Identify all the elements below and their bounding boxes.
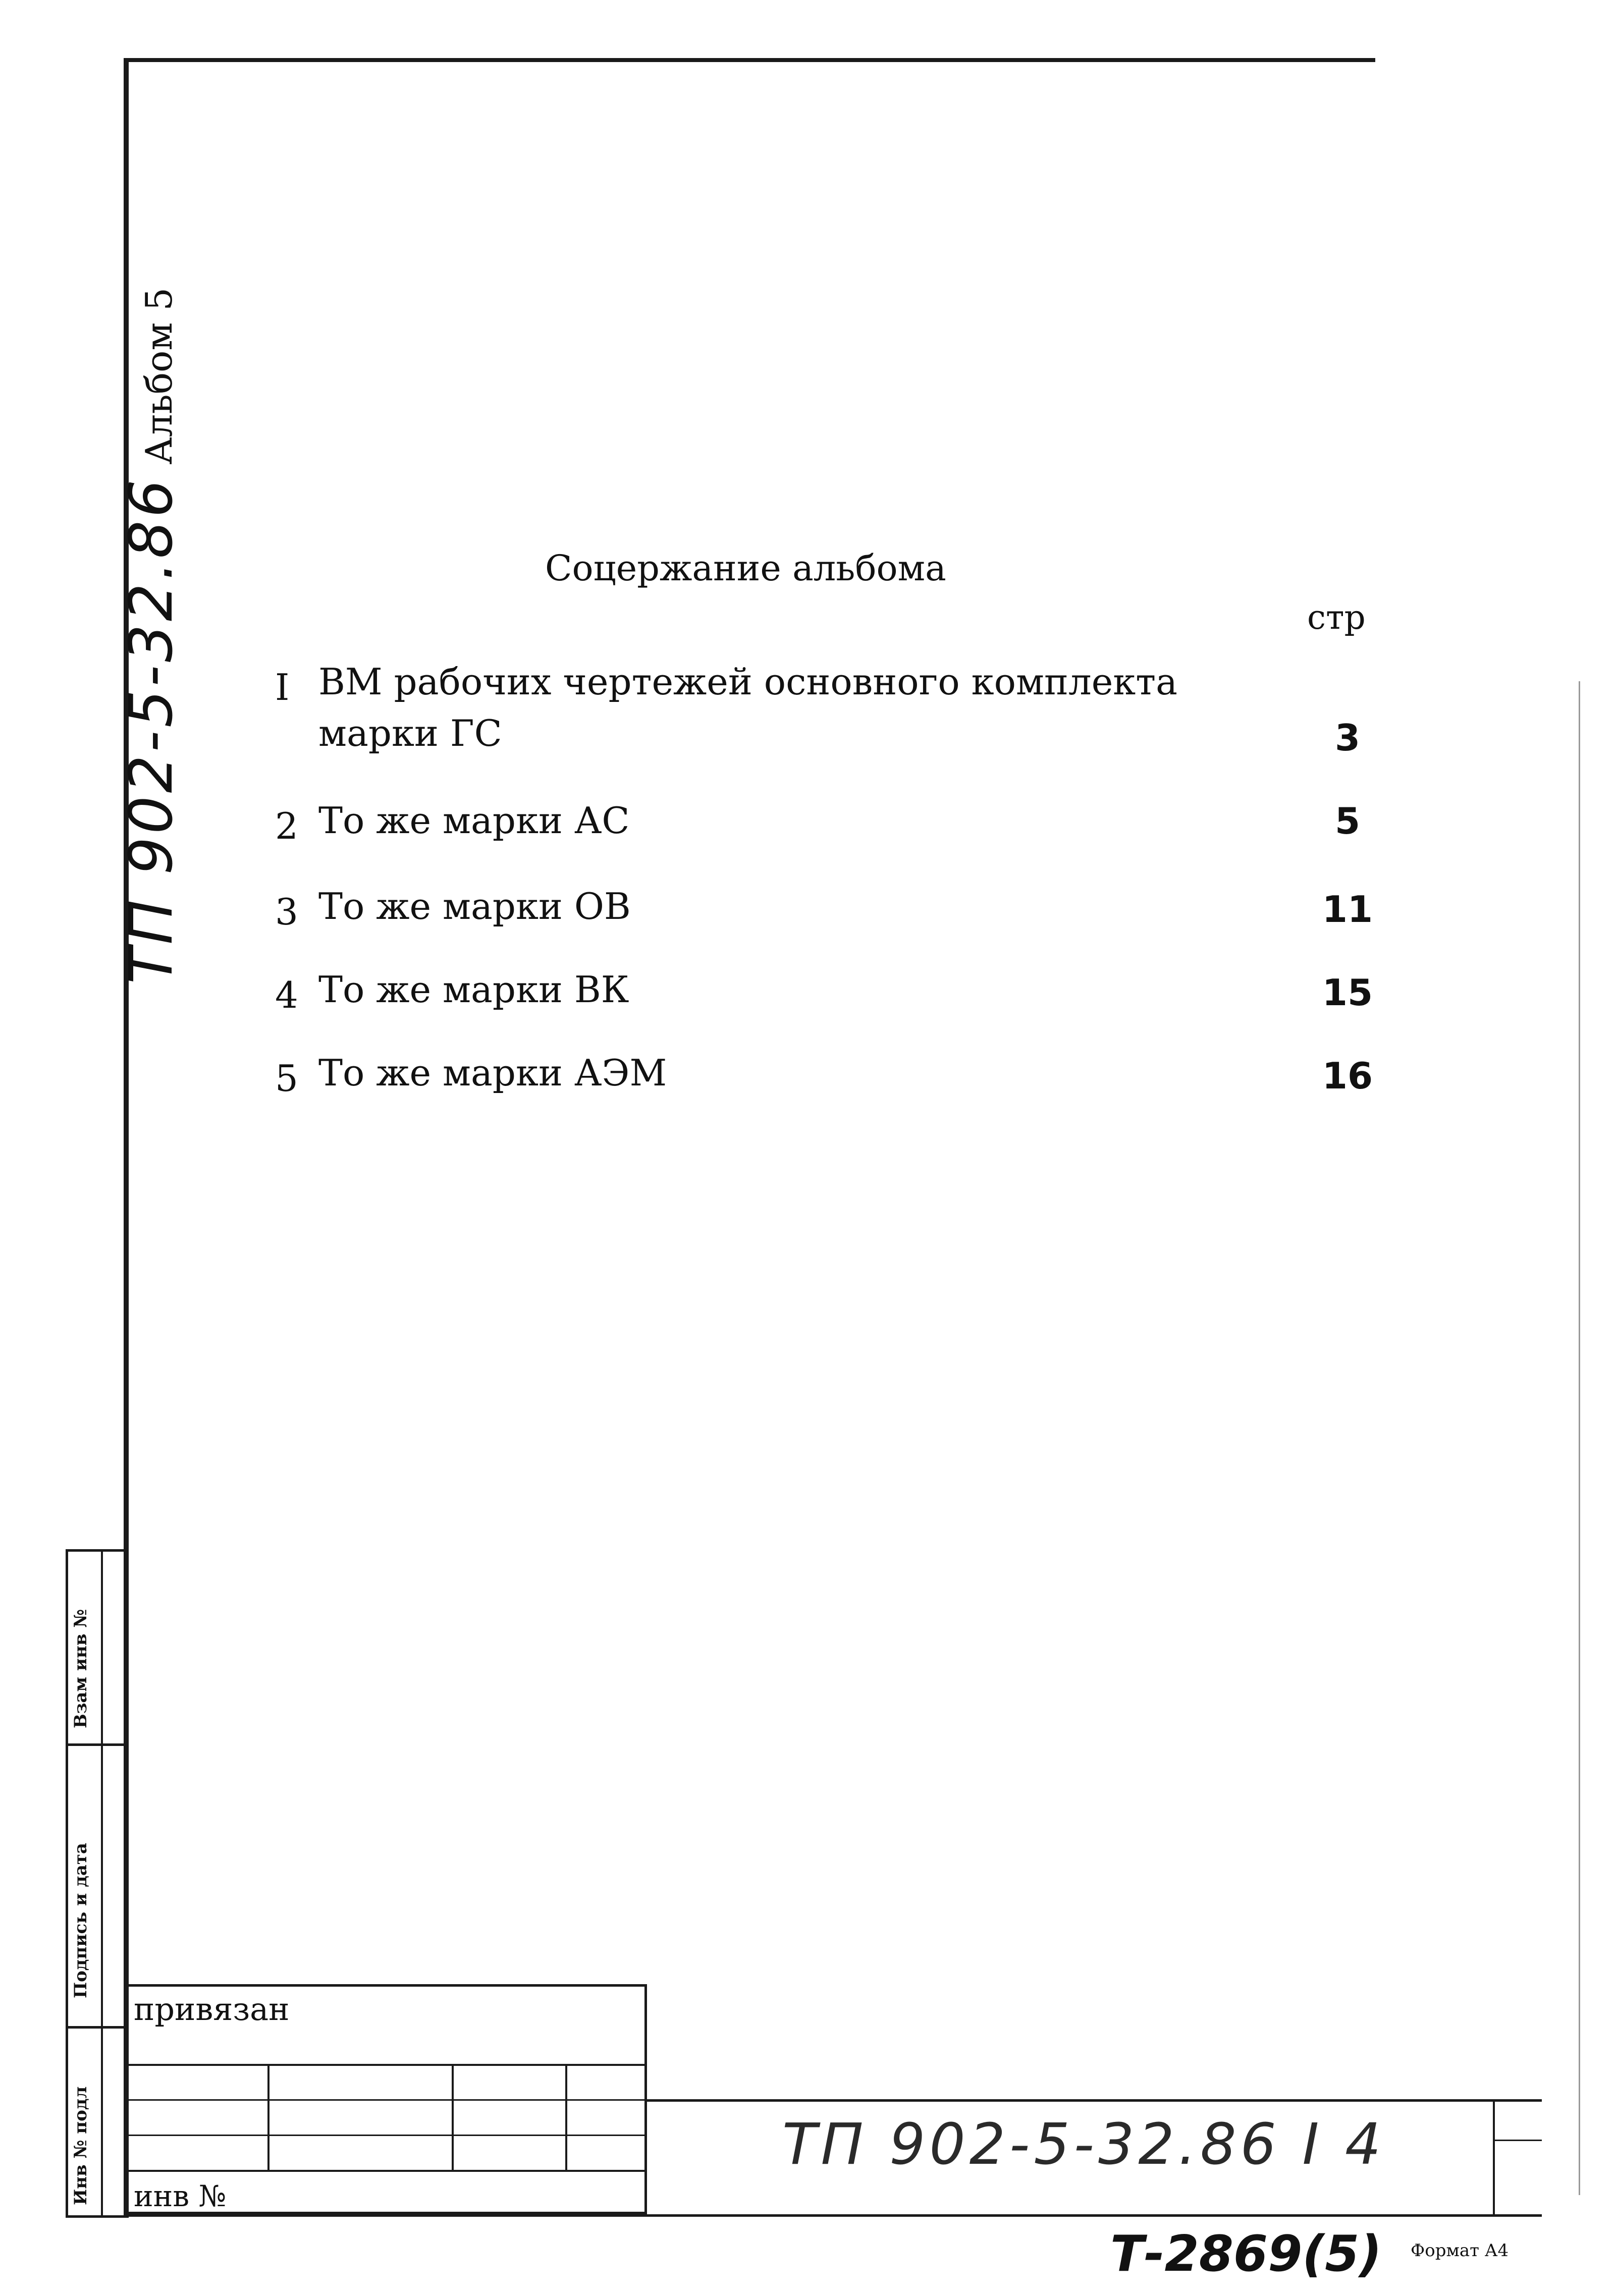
- stamp-label-inv-podl: Инв № подл: [71, 2086, 91, 2205]
- toc-item-number: 4: [275, 974, 298, 1016]
- stamp-label-podpis: Подпись и дата: [71, 1842, 91, 1998]
- binding-row-line: [129, 2064, 647, 2066]
- stamp-inner-divider: [101, 1549, 103, 2218]
- binding-col-line: [267, 2064, 270, 2170]
- stamp-divider: [66, 2026, 129, 2029]
- toc-item-number: 3: [275, 891, 298, 933]
- binding-row-line: [129, 2135, 647, 2136]
- toc-item-number: 2: [275, 805, 298, 847]
- frame-top-border: [124, 58, 1375, 62]
- binding-col-line: [565, 2064, 567, 2170]
- toc-item-title: То же марки АС: [318, 799, 630, 842]
- toc-item-number: I: [275, 666, 290, 708]
- side-album-text: Альбом 5: [138, 287, 180, 465]
- toc-item-title: ВМ рабочих чертежей основного комплекта: [318, 661, 1178, 703]
- side-document-code: [116, 288, 186, 984]
- frame-bottom-border: [124, 2214, 1542, 2217]
- inventory-label: инв №: [134, 2179, 227, 2213]
- toc-item-title: То же марки ВК: [318, 968, 629, 1011]
- format-label: Формат А4: [1411, 2240, 1509, 2261]
- page-title: Соцержание альбома: [545, 548, 946, 589]
- stamp-divider: [66, 1743, 129, 1746]
- toc-item-page: 16: [1322, 1055, 1373, 1097]
- archive-stamp-number: Т-2869(5): [1110, 2225, 1382, 2283]
- toc-item-page: 11: [1322, 888, 1373, 931]
- binding-label: привязан: [134, 1991, 290, 2028]
- toc-item-title: То же марки ОВ: [318, 885, 631, 927]
- page-column-header: стр: [1307, 598, 1366, 637]
- scan-edge-mark: [1579, 681, 1580, 2195]
- title-block-code: ТП 902-5-32.86 І 4: [782, 2112, 1385, 2177]
- toc-item-page: 3: [1334, 717, 1361, 759]
- toc-item-title: То же марки АЭМ: [318, 1052, 667, 1094]
- title-block-top: [647, 2099, 1542, 2102]
- title-block-sheet-line: [1495, 2140, 1542, 2141]
- title-block-divider: [1493, 2099, 1495, 2215]
- toc-item-title-cont: марки ГС: [318, 712, 502, 754]
- stamp-label-vzam: Взам инв №: [71, 1609, 91, 1728]
- toc-item-page: 15: [1322, 971, 1373, 1014]
- toc-item-page: 5: [1334, 800, 1361, 842]
- binding-row-line: [129, 2170, 647, 2172]
- binding-row-line: [129, 2099, 647, 2101]
- toc-item-number: 5: [275, 1057, 298, 1100]
- binding-col-line: [452, 2064, 454, 2170]
- side-code-text: ТП 902-5-32.86: [116, 476, 186, 984]
